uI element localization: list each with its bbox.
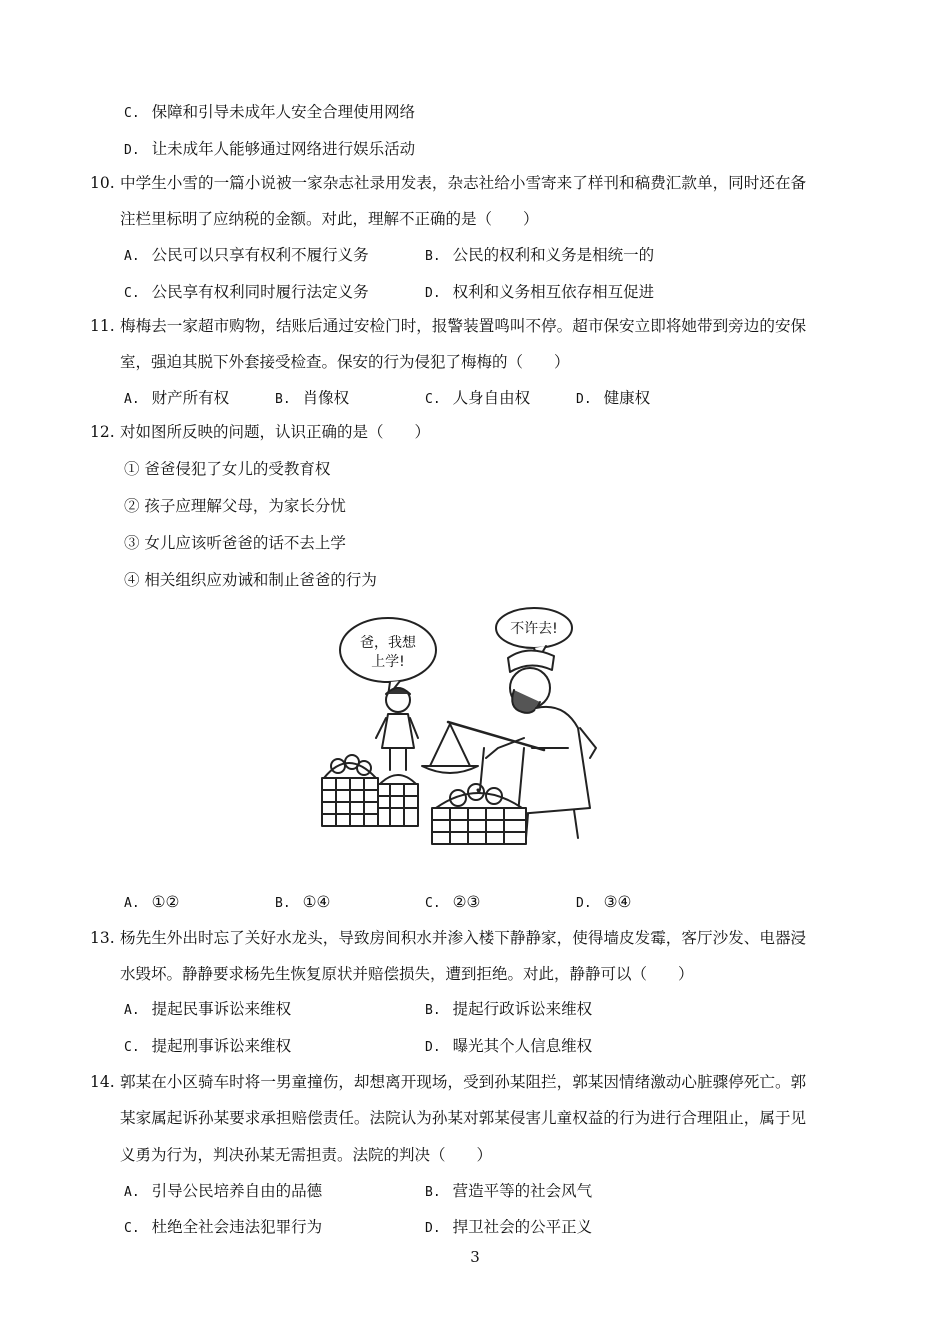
option-letter: B. — [425, 1185, 441, 1200]
q11-option-a — [124, 388, 229, 410]
q11-stem-line2: 室，强迫其脱下外套接受检查。保安的行为侵犯了梅梅的（ ） — [120, 353, 570, 371]
option-letter: A. — [124, 896, 140, 911]
father-bubble-text: 不许去! — [510, 621, 558, 637]
q10-option-d — [425, 282, 654, 304]
left-baskets — [322, 755, 418, 826]
q12-option-a — [124, 892, 179, 914]
q12-statement-2: ② 孩子应理解父母，为家长分忧 — [124, 497, 346, 515]
q10-stem-line2: 注栏里标明了应纳税的金额。对此，理解不正确的是（ ） — [120, 210, 539, 228]
q12-statement-3: ③ 女儿应该听爸爸的话不去上学 — [124, 534, 346, 552]
q10-option-b — [425, 245, 654, 267]
q12-number: 12. — [90, 423, 115, 441]
q11-option-b — [275, 388, 349, 410]
q13-stem-line2: 水毁坏。静静要求杨先生恢复原状并赔偿损失，遭到拒绝。对此，静静可以（ ） — [120, 965, 694, 983]
q12-option-d — [576, 892, 631, 914]
q9-option-c — [124, 102, 415, 124]
q10-option-a — [124, 245, 369, 267]
option-letter: C. — [124, 1221, 140, 1236]
option-text: 提起民事诉讼来维权 — [151, 1000, 292, 1018]
q14-option-a — [124, 1181, 322, 1203]
option-text: 公民可以只享有权利不履行义务 — [151, 246, 369, 264]
q12-statement-1: ① 爸爸侵犯了女儿的受教育权 — [124, 460, 331, 478]
option-letter: A. — [124, 249, 140, 264]
option-letter: A. — [124, 1185, 140, 1200]
option-letter: C. — [425, 896, 441, 911]
q10-stem-line1: 中学生小雪的一篇小说被一家杂志社录用发表，杂志社给小雪寄来了样刊和稿费汇款单，同时还在备 — [120, 174, 807, 192]
option-letter: C. — [425, 392, 441, 407]
option-text: ②③ — [452, 893, 481, 911]
option-letter: C. — [124, 106, 140, 121]
q11-stem-line1: 梅梅去一家超市购物，结账后通过安检门时，报警装置鸣叫不停。超市保安立即将她带到旁边的安保 — [120, 317, 807, 335]
q12-statement-4: ④ 相关组织应劝诫和制止爸爸的行为 — [124, 571, 377, 589]
q14-stem-line1: 郭某在小区骑车时将一男童撞伤，却想离开现场，受到孙某阻拦，郭某因情绪激动心脏骤停死亡。郭 — [120, 1073, 807, 1091]
option-letter: B. — [275, 896, 291, 911]
option-letter: B. — [425, 1003, 441, 1018]
option-letter: C. — [124, 286, 140, 301]
q14-option-b — [425, 1181, 592, 1203]
cartoon-illustration — [318, 598, 638, 856]
girl-bubble-line2: 上学! — [371, 654, 405, 670]
option-text: ③④ — [603, 893, 632, 911]
option-text: 引导公民培养自由的品德 — [151, 1182, 323, 1200]
q13-number: 13. — [90, 929, 115, 947]
q14-number: 14. — [90, 1073, 115, 1091]
option-text: 财产所有权 — [151, 389, 230, 407]
q14-option-c — [124, 1217, 322, 1239]
q12-option-b — [275, 892, 330, 914]
option-text: 公民的权利和义务是相统一的 — [452, 246, 655, 264]
option-text: ①② — [151, 893, 180, 911]
option-letter: B. — [275, 392, 291, 407]
q13-option-a — [124, 999, 291, 1021]
option-text: 让未成年人能够通过网络进行娱乐活动 — [151, 140, 416, 158]
option-text: 权利和义务相互依存相互促进 — [452, 283, 655, 301]
option-text: 人身自由权 — [452, 389, 531, 407]
girl-bubble-line1: 爸，我想 — [360, 635, 416, 651]
option-letter: A. — [124, 1003, 140, 1018]
q12-stem: 对如图所反映的问题，认识正确的是（ ） — [120, 423, 431, 441]
option-text: 保障和引导未成年人安全合理使用网络 — [151, 103, 416, 121]
q14-stem-line2: 某家属起诉孙某要求承担赔偿责任。法院认为孙某对郭某侵害儿童权益的行为进行合理阻止，属于见 — [120, 1109, 807, 1127]
option-text: 肖像权 — [302, 389, 350, 407]
q14-stem-line3: 义勇为行为，判决孙某无需担责。法院的判决（ ） — [120, 1146, 493, 1164]
option-text: 杜绝全社会违法犯罪行为 — [151, 1218, 323, 1236]
option-letter: B. — [425, 249, 441, 264]
option-text: ①④ — [302, 893, 331, 911]
q13-option-b — [425, 999, 592, 1021]
girl-figure — [376, 688, 418, 770]
option-letter: D. — [425, 286, 441, 301]
q12-option-c — [425, 892, 480, 914]
option-text: 公民享有权利同时履行法定义务 — [151, 283, 369, 301]
option-letter: D. — [576, 896, 592, 911]
q13-option-d — [425, 1036, 592, 1058]
option-letter: C. — [124, 1040, 140, 1055]
q14-option-d — [425, 1217, 592, 1239]
option-letter: D. — [425, 1040, 441, 1055]
option-text: 营造平等的社会风气 — [452, 1182, 593, 1200]
q13-stem-line1: 杨先生外出时忘了关好水龙头，导致房间积水并渗入楼下静静家，使得墙皮发霉，客厅沙发、电器浸 — [120, 929, 807, 947]
q9-option-d — [124, 139, 415, 161]
q10-number: 10. — [90, 174, 115, 192]
option-letter: D. — [425, 1221, 441, 1236]
right-basket — [432, 784, 526, 844]
q11-option-c — [425, 388, 530, 410]
q10-option-c — [124, 282, 369, 304]
option-text: 曝光其个人信息维权 — [452, 1037, 593, 1055]
page-number: 3 — [470, 1248, 480, 1266]
option-text: 健康权 — [603, 389, 651, 407]
option-text: 捍卫社会的公平正义 — [452, 1218, 593, 1236]
q11-number: 11. — [90, 317, 115, 335]
option-text: 提起行政诉讼来维权 — [452, 1000, 593, 1018]
option-text: 提起刑事诉讼来维权 — [151, 1037, 292, 1055]
q13-option-c — [124, 1036, 291, 1058]
option-letter: D. — [124, 143, 140, 158]
option-letter: D. — [576, 392, 592, 407]
option-letter: A. — [124, 392, 140, 407]
q11-option-d — [576, 388, 650, 410]
